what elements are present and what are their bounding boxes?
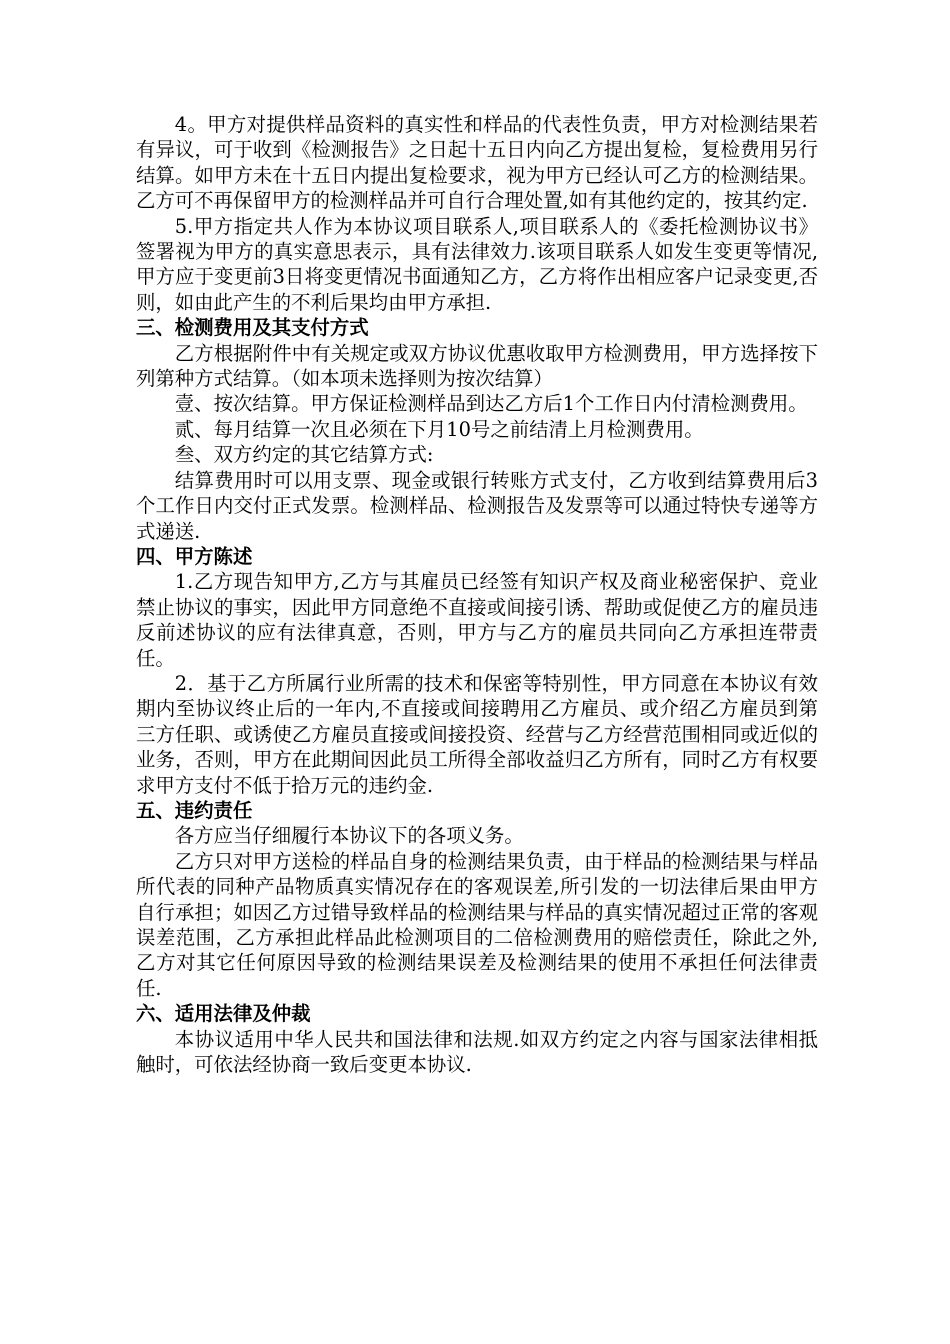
paragraph-5-2: 乙方只对甲方送检的样品自身的检测结果负责，由于样品的检测结果与样品所代表的同种产品物质真实情况存在的客观误差,所引发的一切法律后果由甲方自行承担；如因乙方过错导致样品的检测结果与样品的真实情况超过正常的客观误差范围，乙方承担此样品此检测项目的二倍检测费用的赔偿责任，除此之外,乙方对其它任何原因导致的检测结果误差及检测结果的使用不承担任何法律责任. (136, 849, 818, 1000)
section-heading-3: 三、检测费用及其支付方式 (136, 316, 369, 340)
paragraph-3-intro: 乙方根据附件中有关规定或双方协议优惠收取甲方检测费用，甲方选择按下列第种方式结算。（如本项未选择则为按次结算） (136, 341, 818, 391)
document-body (136, 112, 818, 1077)
paragraph-4-2: 2．基于乙方所属行业所需的技术和保密等特别性，甲方同意在本协议有效期内至协议终止后的一年内,不直接或间接聘用乙方雇员、或介绍乙方雇员到第三方任职、或诱使乙方雇员直接或间接投资、经营与乙方经营范围相同或近似的业务，否则，甲方在此期间因此员工所得全部收益归乙方所有，同时乙方有权要求甲方支付不低于拾万元的违约金. (136, 671, 818, 797)
section-heading-5: 五、违约责任 (136, 798, 253, 822)
paragraph-3-option-2: 贰、每月结算一次且必须在下月10号之前结清上月检测费用。 (174, 417, 704, 441)
paragraph-3-option-1: 壹、按次结算。甲方保证检测样品到达乙方后1个工作日内付清检测费用。 (174, 392, 808, 416)
paragraph-5-1: 各方应当仔细履行本协议下的各项义务。 (174, 824, 524, 848)
paragraph-3-option-3: 叁、双方约定的其它结算方式: (174, 443, 434, 467)
section-heading-6: 六、适用法律及仲裁 (136, 1002, 311, 1026)
paragraph-3-payment: 结算费用时可以用支票、现金或银行转账方式支付，乙方收到结算费用后3个工作日内交付正式发票。检测样品、检测报告及发票等可以通过特快专递等方式递送. (136, 468, 818, 543)
paragraph-4-1: 1.乙方现告知甲方,乙方与其雇员已经签有知识产权及商业秘密保护、竞业禁止协议的事实，因此甲方同意绝不直接或间接引诱、帮助或促使乙方的雇员违反前述协议的应有法律真意，否则，甲方与乙方的雇员共同向乙方承担连带责任。 (136, 570, 818, 670)
paragraph-2-5: 5.甲方指定共人作为本协议项目联系人,项目联系人的《委托检测协议书》签署视为甲方的真实意思表示，具有法律效力.该项目联系人如发生变更等情况,甲方应于变更前3日将变更情况书面通知乙方，乙方将作出相应客户记录变更,否则，如由此产生的不利后果均由甲方承担. (136, 214, 818, 314)
section-heading-4: 四、甲方陈述 (136, 544, 253, 568)
paragraph-2-4: 4。甲方对提供样品资料的真实性和样品的代表性负责，甲方对检测结果若有异议，可于收到《检测报告》之日起十五日内向乙方提出复检，复检费用另行结算。如甲方未在十五日内提出复检要求，视为甲方已经认可乙方的检测结果。乙方可不再保留甲方的检测样品并可自行合理处置,如有其他约定的，按其约定. (136, 113, 818, 213)
paragraph-6-1: 本协议适用中华人民共和国法律和法规.如双方约定之内容与国家法律相抵触时，可依法经协商一致后变更本协议. (136, 1027, 818, 1077)
